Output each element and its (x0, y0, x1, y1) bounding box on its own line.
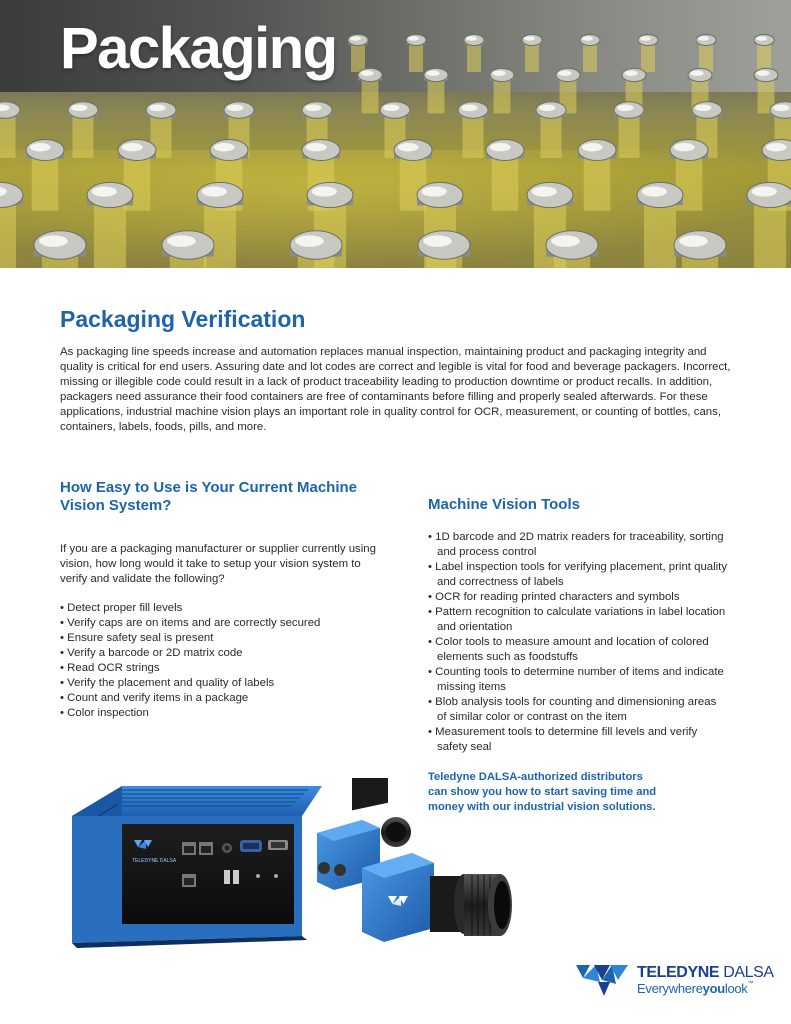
list-item: • Detect proper fill levels (60, 602, 183, 614)
vision-system-illustration (62, 778, 532, 978)
bottle (578, 140, 616, 211)
bottle (348, 35, 368, 73)
logo-wordmark: TELEDYNE DALSA (637, 964, 774, 981)
product-photo (62, 778, 532, 978)
list-item: • Measurement tools to determine fill levels and verify safety seal (428, 726, 698, 753)
hero-banner (0, 0, 791, 268)
bottle (696, 35, 716, 73)
bottle (486, 140, 524, 211)
list-item: • Color tools to measure amount and location of colored elements such as foodstuffs (428, 636, 709, 663)
bottle (614, 102, 644, 158)
list-item: • Color inspection (60, 707, 149, 719)
list-item: • 1D barcode and 2D matrix readers for traceability, sorting and process control (428, 531, 724, 558)
list-item: • Verify a barcode or 2D matrix code (60, 647, 243, 659)
left-column (60, 479, 380, 721)
bottle (68, 102, 98, 158)
bottle (458, 102, 488, 158)
vision-controller (72, 786, 322, 948)
page-title: Packaging (60, 16, 337, 81)
list-item: • Count and verify items in a package (60, 692, 249, 704)
teledyne-dalsa-logo (574, 962, 774, 998)
list-item: • Blob analysis tools for counting and dimensioning areas of similar color or contrast on the item (428, 696, 717, 723)
list-item: • Verify the placement and quality of labels (60, 677, 275, 689)
section-heading-packaging-verification: Packaging Verification (60, 306, 306, 332)
bottle (87, 182, 133, 268)
bottle (536, 102, 566, 158)
bottle (754, 35, 774, 73)
bottle (674, 231, 726, 268)
bottle (162, 231, 214, 268)
bottle (0, 102, 20, 158)
left-lead-paragraph: If you are a packaging manufacturer or supplier currently using vision, how long would it take to setup your vision system to verify and validate the following? (60, 543, 376, 585)
right-column (428, 496, 728, 755)
bottle (418, 231, 470, 268)
logo-mark-icon (574, 962, 634, 998)
bottle (490, 68, 514, 113)
box-brand-label: TELEDYNE DALSA (132, 858, 177, 864)
bottle (522, 35, 542, 73)
list-item: • OCR for reading printed characters and symbols (428, 591, 680, 603)
list-item: • Read OCR strings (60, 662, 160, 674)
bottle (580, 35, 600, 73)
heading-machine-vision-tools: Machine Vision Tools (428, 496, 580, 513)
camera-front (362, 853, 512, 942)
distributor-callout: Teledyne DALSA-authorized distributors can show you how to start saving time and money with our industrial vision solutions. (428, 771, 657, 813)
bottle (424, 68, 448, 113)
bottle (464, 35, 484, 73)
bottle (26, 140, 64, 211)
bottle (358, 68, 382, 113)
bottle (546, 231, 598, 268)
bottle (34, 231, 86, 268)
bottle (0, 182, 23, 268)
bottle (406, 35, 426, 73)
list-item: • Pattern recognition to calculate variations in label location and orientation (428, 606, 726, 633)
logo-tagline: Everywhereyoulook™ (637, 981, 754, 996)
tools-list (428, 530, 728, 755)
list-item: • Label inspection tools for verifying placement, print quality and correctness of labels (428, 561, 728, 588)
list-item: • Ensure safety seal is present (60, 632, 214, 644)
bottle (747, 182, 791, 268)
checklist (60, 601, 380, 721)
intro-paragraph: As packaging line speeds increase and automation replaces manual inspection, maintaining product and packaging integrity and quality is critical for end users. Assuring date and lot codes are correct and legible is vital for food and beverage packagers. Incorrect, missing or illegible code could result in a lack of product traceability leading to production downtime or product recalls. In addition, packagers need assurance their food containers are free of contaminants before filling and properly sealed afterwards. For these applications, industrial machine vision plays an important role in quality control for OCR, measurement, or counting of bottles, cans, containers, labels, foods, pills, and more. (60, 346, 731, 433)
heading-ease-of-use: How Easy to Use is Your Current Machine Vision System? (60, 479, 358, 514)
bottle (638, 35, 658, 73)
list-item: • Counting tools to determine number of items and indicate missing items (428, 666, 724, 693)
list-item: • Verify caps are on items and are correctly secured (60, 617, 321, 629)
